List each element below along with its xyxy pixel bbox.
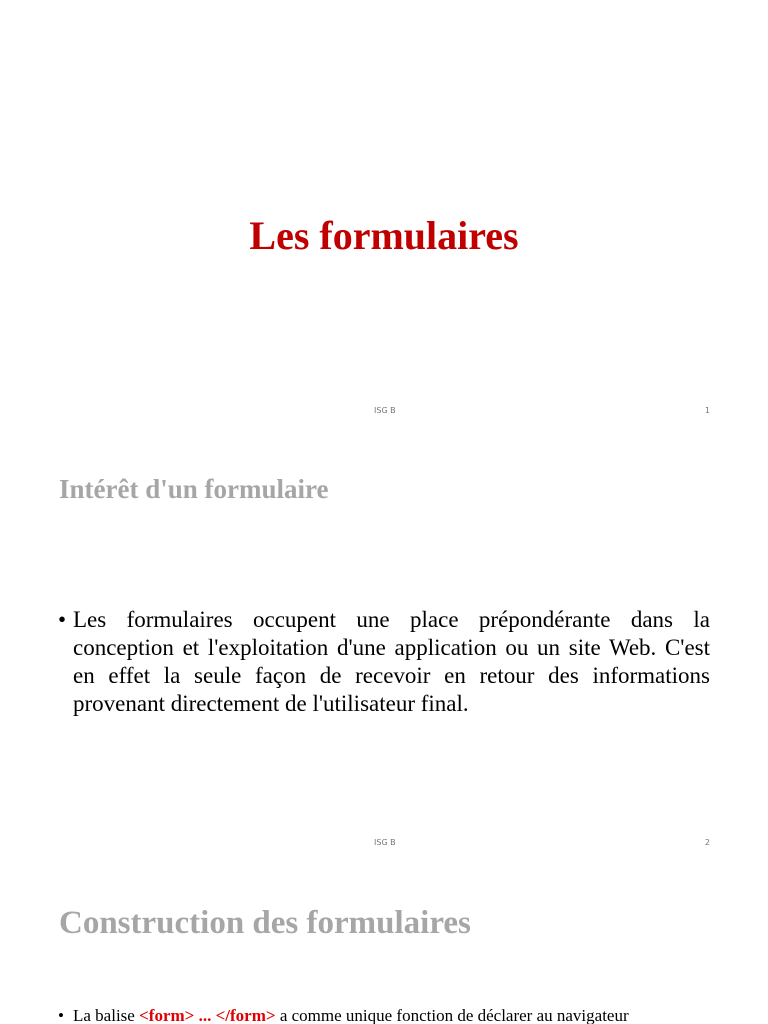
section-title: Construction des formulaires	[59, 905, 471, 941]
bullet-list	[58, 1004, 710, 1024]
bullet-marker: •	[58, 1006, 64, 1024]
slide-3	[0, 864, 768, 1024]
bullet-list	[58, 606, 710, 718]
bullet-marker: •	[58, 607, 67, 632]
footer-page-number: 1	[704, 406, 710, 415]
slide-title: Les formulaires	[249, 213, 519, 258]
footer-organization: ISG B	[374, 406, 396, 415]
section-title: Intérêt d'un formulaire	[59, 474, 329, 504]
footer-page-number: 2	[704, 838, 710, 847]
slide-1	[0, 0, 768, 432]
slide-2	[0, 432, 768, 864]
footer-organization: ISG B	[374, 838, 396, 847]
bullet-text-before: La balise	[73, 1006, 140, 1024]
bullet-item	[58, 606, 710, 718]
bullet-text: Les formulaires occupent une place prépondérante dans la conception et l'exploitation d'une application ou un site Web. C'est en effet la seule façon de recevoir en retour des informations provenant directement de l'utilisateur final.	[73, 607, 710, 716]
bullet-item	[58, 1004, 710, 1024]
bullet-text-after: a comme unique fonction de déclarer au navigateur	[275, 1006, 629, 1024]
form-tag-highlight: <form> ... </form>	[139, 1006, 276, 1024]
